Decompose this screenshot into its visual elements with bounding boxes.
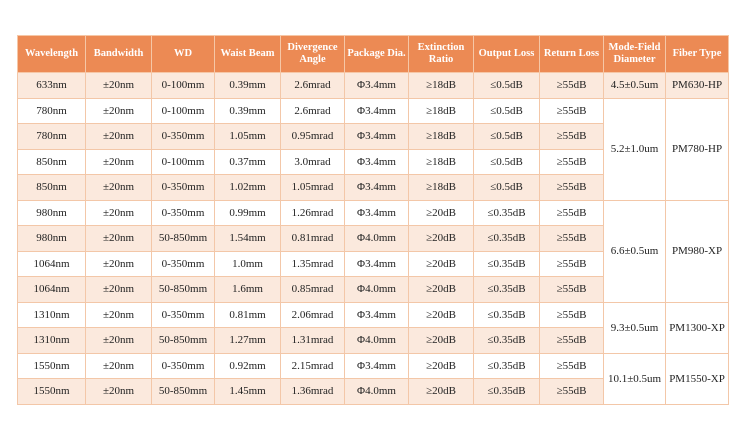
cell-return-loss: ≥55dB (540, 73, 604, 99)
cell-divergence-angle: 1.35mrad (281, 251, 345, 277)
cell-wavelength: 980nm (18, 226, 86, 252)
header-row (18, 36, 729, 73)
cell-output-loss: ≤0.5dB (474, 73, 540, 99)
cell-waist-beam: 0.39mm (215, 98, 281, 124)
cell-bandwidth: ±20nm (86, 200, 152, 226)
cell-package-dia: Φ3.4mm (345, 302, 409, 328)
cell-package-dia: Φ3.4mm (345, 353, 409, 379)
cell-return-loss: ≥55dB (540, 328, 604, 354)
cell-fiber-type: PM780-HP (666, 98, 729, 200)
cell-waist-beam: 0.37mm (215, 149, 281, 175)
cell-divergence-angle: 2.06mrad (281, 302, 345, 328)
cell-mode-field-diameter: 6.6±0.5um (604, 200, 666, 302)
header-mode-field-diameter: Mode-Field Diameter (604, 36, 666, 73)
cell-wavelength: 1550nm (18, 379, 86, 405)
cell-return-loss: ≥55dB (540, 379, 604, 405)
cell-bandwidth: ±20nm (86, 149, 152, 175)
cell-return-loss: ≥55dB (540, 200, 604, 226)
cell-divergence-angle: 2.6mrad (281, 98, 345, 124)
cell-bandwidth: ±20nm (86, 328, 152, 354)
cell-waist-beam: 1.6mm (215, 277, 281, 303)
header-divergence-angle: Divergence Angle (281, 36, 345, 73)
header-wavelength: Wavelength (18, 36, 86, 73)
header-extinction-ratio: Extinction Ratio (409, 36, 474, 73)
cell-wavelength: 780nm (18, 124, 86, 150)
cell-wd: 50-850mm (152, 379, 215, 405)
cell-waist-beam: 1.0mm (215, 251, 281, 277)
cell-fiber-type: PM630-HP (666, 73, 729, 99)
cell-divergence-angle: 1.05mrad (281, 175, 345, 201)
cell-waist-beam: 1.45mm (215, 379, 281, 405)
cell-extinction-ratio: ≥20dB (409, 302, 474, 328)
cell-bandwidth: ±20nm (86, 353, 152, 379)
table-row (18, 200, 729, 226)
cell-package-dia: Φ3.4mm (345, 175, 409, 201)
table-row (18, 73, 729, 99)
cell-package-dia: Φ3.4mm (345, 98, 409, 124)
table-row (18, 98, 729, 124)
header-waist-beam: Waist Beam (215, 36, 281, 73)
cell-wd: 50-850mm (152, 328, 215, 354)
cell-output-loss: ≤0.35dB (474, 226, 540, 252)
cell-wd: 0-350mm (152, 124, 215, 150)
header-output-loss: Output Loss (474, 36, 540, 73)
cell-mode-field-diameter: 9.3±0.5um (604, 302, 666, 353)
cell-return-loss: ≥55dB (540, 226, 604, 252)
cell-bandwidth: ±20nm (86, 175, 152, 201)
cell-extinction-ratio: ≥20dB (409, 379, 474, 405)
cell-mode-field-diameter: 5.2±1.0um (604, 98, 666, 200)
cell-divergence-angle: 0.85mrad (281, 277, 345, 303)
cell-wavelength: 1064nm (18, 277, 86, 303)
cell-extinction-ratio: ≥18dB (409, 124, 474, 150)
table-row (18, 302, 729, 328)
cell-wavelength: 1550nm (18, 353, 86, 379)
cell-extinction-ratio: ≥20dB (409, 277, 474, 303)
cell-extinction-ratio: ≥18dB (409, 98, 474, 124)
cell-package-dia: Φ3.4mm (345, 149, 409, 175)
cell-divergence-angle: 1.36mrad (281, 379, 345, 405)
cell-return-loss: ≥55dB (540, 302, 604, 328)
spec-table (17, 35, 729, 405)
table-body (18, 73, 729, 405)
cell-bandwidth: ±20nm (86, 379, 152, 405)
cell-waist-beam: 0.99mm (215, 200, 281, 226)
cell-return-loss: ≥55dB (540, 277, 604, 303)
cell-waist-beam: 1.05mm (215, 124, 281, 150)
cell-bandwidth: ±20nm (86, 98, 152, 124)
cell-wd: 0-350mm (152, 175, 215, 201)
cell-package-dia: Φ3.4mm (345, 200, 409, 226)
cell-bandwidth: ±20nm (86, 124, 152, 150)
cell-mode-field-diameter: 10.1±0.5um (604, 353, 666, 404)
header-bandwidth: Bandwidth (86, 36, 152, 73)
cell-bandwidth: ±20nm (86, 226, 152, 252)
cell-extinction-ratio: ≥20dB (409, 226, 474, 252)
cell-divergence-angle: 2.15mrad (281, 353, 345, 379)
cell-wd: 0-100mm (152, 149, 215, 175)
cell-divergence-angle: 1.26mrad (281, 200, 345, 226)
cell-wd: 0-350mm (152, 251, 215, 277)
cell-wavelength: 850nm (18, 175, 86, 201)
cell-extinction-ratio: ≥18dB (409, 175, 474, 201)
cell-output-loss: ≤0.35dB (474, 302, 540, 328)
cell-output-loss: ≤0.35dB (474, 277, 540, 303)
cell-return-loss: ≥55dB (540, 251, 604, 277)
cell-extinction-ratio: ≥18dB (409, 73, 474, 99)
cell-wavelength: 850nm (18, 149, 86, 175)
cell-output-loss: ≤0.35dB (474, 379, 540, 405)
cell-waist-beam: 0.92mm (215, 353, 281, 379)
header-fiber-type: Fiber Type (666, 36, 729, 73)
cell-wd: 0-100mm (152, 98, 215, 124)
cell-wavelength: 780nm (18, 98, 86, 124)
cell-wd: 0-100mm (152, 73, 215, 99)
cell-bandwidth: ±20nm (86, 73, 152, 99)
cell-package-dia: Φ4.0mm (345, 277, 409, 303)
cell-waist-beam: 1.27mm (215, 328, 281, 354)
cell-mode-field-diameter: 4.5±0.5um (604, 73, 666, 99)
cell-wavelength: 1310nm (18, 328, 86, 354)
cell-output-loss: ≤0.35dB (474, 200, 540, 226)
cell-output-loss: ≤0.35dB (474, 353, 540, 379)
cell-return-loss: ≥55dB (540, 149, 604, 175)
cell-extinction-ratio: ≥20dB (409, 200, 474, 226)
cell-waist-beam: 1.02mm (215, 175, 281, 201)
cell-wd: 0-350mm (152, 302, 215, 328)
cell-fiber-type: PM1300-XP (666, 302, 729, 353)
cell-wavelength: 980nm (18, 200, 86, 226)
cell-divergence-angle: 1.31mrad (281, 328, 345, 354)
cell-return-loss: ≥55dB (540, 124, 604, 150)
cell-wavelength: 1310nm (18, 302, 86, 328)
cell-fiber-type: PM980-XP (666, 200, 729, 302)
cell-divergence-angle: 0.95mrad (281, 124, 345, 150)
cell-package-dia: Φ4.0mm (345, 328, 409, 354)
cell-fiber-type: PM1550-XP (666, 353, 729, 404)
cell-output-loss: ≤0.5dB (474, 98, 540, 124)
cell-wavelength: 1064nm (18, 251, 86, 277)
cell-output-loss: ≤0.35dB (474, 251, 540, 277)
cell-divergence-angle: 3.0mrad (281, 149, 345, 175)
cell-package-dia: Φ3.4mm (345, 124, 409, 150)
table-row (18, 353, 729, 379)
cell-waist-beam: 0.81mm (215, 302, 281, 328)
header-wd: WD (152, 36, 215, 73)
cell-output-loss: ≤0.5dB (474, 149, 540, 175)
cell-output-loss: ≤0.5dB (474, 175, 540, 201)
cell-waist-beam: 0.39mm (215, 73, 281, 99)
cell-output-loss: ≤0.5dB (474, 124, 540, 150)
cell-output-loss: ≤0.35dB (474, 328, 540, 354)
cell-return-loss: ≥55dB (540, 353, 604, 379)
spec-table-container (17, 35, 728, 405)
cell-divergence-angle: 2.6mrad (281, 73, 345, 99)
cell-bandwidth: ±20nm (86, 302, 152, 328)
cell-package-dia: Φ3.4mm (345, 73, 409, 99)
cell-return-loss: ≥55dB (540, 175, 604, 201)
header-return-loss: Return Loss (540, 36, 604, 73)
cell-extinction-ratio: ≥18dB (409, 149, 474, 175)
cell-return-loss: ≥55dB (540, 98, 604, 124)
cell-extinction-ratio: ≥20dB (409, 251, 474, 277)
cell-waist-beam: 1.54mm (215, 226, 281, 252)
cell-package-dia: Φ4.0mm (345, 226, 409, 252)
cell-bandwidth: ±20nm (86, 277, 152, 303)
cell-extinction-ratio: ≥20dB (409, 328, 474, 354)
cell-wd: 0-350mm (152, 353, 215, 379)
cell-wd: 50-850mm (152, 226, 215, 252)
header-package-dia: Package Dia. (345, 36, 409, 73)
cell-wd: 50-850mm (152, 277, 215, 303)
cell-wd: 0-350mm (152, 200, 215, 226)
cell-divergence-angle: 0.81mrad (281, 226, 345, 252)
cell-package-dia: Φ3.4mm (345, 251, 409, 277)
cell-package-dia: Φ4.0mm (345, 379, 409, 405)
cell-bandwidth: ±20nm (86, 251, 152, 277)
cell-extinction-ratio: ≥20dB (409, 353, 474, 379)
cell-wavelength: 633nm (18, 73, 86, 99)
